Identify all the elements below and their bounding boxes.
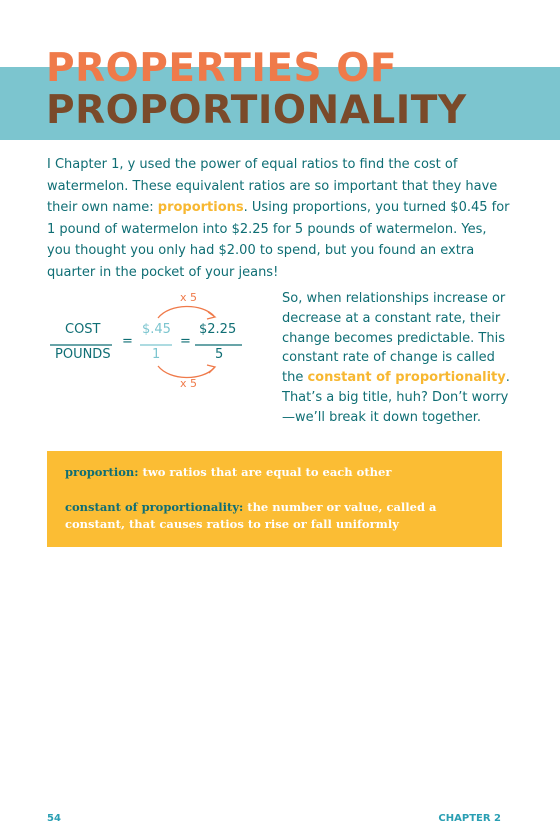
cost-label: COST [65, 322, 101, 337]
equals-sign-2: = [180, 334, 191, 349]
equals-sign-1: = [122, 334, 133, 349]
page-number: 54 [47, 813, 61, 824]
definition-proportion [65, 464, 485, 481]
side-text-1: So, when relationships increase or decrease at a constant rate, their change becomes predictable. This constant rate of change is called the [282, 291, 506, 386]
top-arrow-icon [158, 306, 214, 318]
definitions-box [47, 451, 502, 547]
pounds-label: POUNDS [55, 347, 111, 362]
ratio1-numerator: $.45 [142, 322, 171, 337]
ratio-diagram [30, 285, 270, 395]
definition-constant-of-proportionality [65, 499, 485, 533]
side-text-2: . That’s a big title, huh? Don’t worry—we’ll break it down together. [282, 370, 510, 425]
multiplier-top: x 5 [180, 291, 198, 304]
intro-paragraph [47, 154, 512, 283]
side-paragraph [282, 289, 510, 428]
ratio2-numerator: $2.25 [199, 322, 237, 337]
chapter-label: CHAPTER 2 [438, 813, 501, 824]
multiplier-bottom: x 5 [180, 377, 198, 390]
ratio-diagram-lines [30, 285, 270, 395]
ratio1-denominator: 1 [152, 347, 161, 362]
definition-term: proportion: [65, 465, 139, 479]
side-highlight-constant: constant of proportionality [307, 370, 506, 386]
intro-text-2: . Using proportions, you turned $0.45 for 1 pound of watermelon into $2.25 for 5 pounds of watermelon. Yes, you thought you only had $2.00 to spend, but you found an extra quarter in the pocket of your jeans! [47, 200, 510, 280]
definition-term: constant of proportionality: [65, 500, 244, 514]
definition-text: the number or value, called a constant, that causes ratios to rise or fall uniformly [65, 500, 437, 531]
intro-text-1: I Chapter 1, y used the power of equal ratios to find the cost of watermelon. These equivalent ratios are so important that they have their own name: [47, 157, 498, 215]
bottom-arrow-icon [158, 366, 214, 378]
intro-highlight-proportions: proportions [157, 200, 244, 215]
page-title [46, 48, 467, 132]
title-line-1: PROPERTIES OF [46, 46, 397, 91]
definition-text: two ratios that are equal to each other [138, 465, 392, 479]
ratio2-denominator: 5 [215, 347, 224, 362]
bottom-arrowhead-icon [207, 365, 215, 373]
title-line-2: PROPORTIONALITY [46, 88, 467, 133]
